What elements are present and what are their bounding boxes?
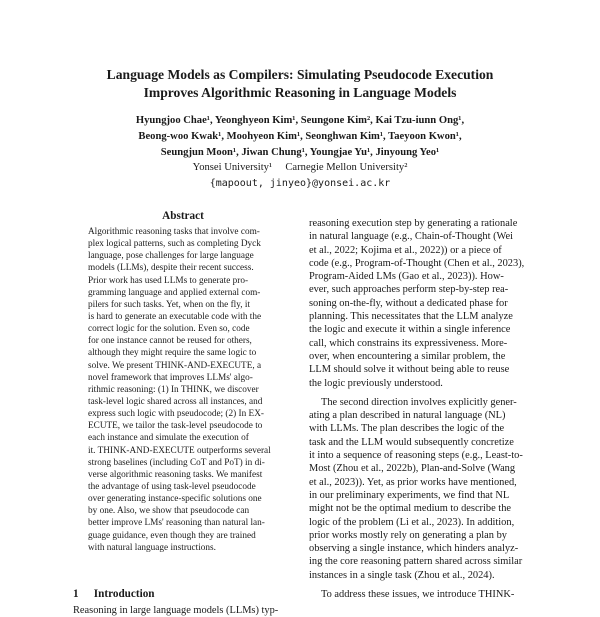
text-line: in natural language (e.g., Chain-of-Thought (Wei (309, 231, 514, 243)
text-line: call, which constrains its expressiveness. More- (309, 337, 508, 349)
text-line: models (LLMs), despite their recent success. (88, 263, 254, 274)
section-heading-introduction (73, 588, 293, 600)
affiliations: Yonsei University¹ Carnegie Mellon University² (192, 162, 408, 173)
text-line: strong baselines (including CoT and PoT) in di- (88, 457, 265, 468)
author-line: Seungjun Moon¹, Jiwan Chung¹, Youngjae Yu¹, Jinyoung Yeo¹ (160, 147, 440, 158)
text-line: rithmic reasoning: (1) In THINK, we discover (88, 384, 259, 395)
text-line: by one. Also, we show that pseudocode can (88, 506, 250, 517)
contact-email: {mapoout, jinyeo}@yonsei.ac.kr (209, 178, 391, 189)
paper-title (40, 66, 560, 102)
text-line: Algorithmic reasoning tasks that involve com- (88, 227, 260, 237)
text-line: novel framework that improves LLMs' algo- (88, 372, 253, 383)
text-line: prior works mostly rely on generating a plan by (309, 529, 507, 541)
author-line: Beong-woo Kwak¹, Moohyeon Kim¹, Seonghwan Kim¹, Taeyoon Kwon¹, (138, 131, 462, 142)
text-line: Most (Zhou et al., 2022b), Plan-and-Solve (Wang (309, 463, 516, 475)
author-line: Hyungjoo Chae¹, Yeonghyeon Kim¹, Seungone Kim², Kai Tzu-iunn Ong¹, (135, 115, 465, 126)
abstract-body (88, 226, 278, 554)
text-line: LLM should solve it without being able to reuse (309, 364, 510, 376)
text-line: correct logic for the solution. Even so, code (88, 324, 250, 335)
text-line: To address these issues, we introduce THINK- (321, 589, 515, 601)
text-line: instances in a single task (Zhou et al., 2024). (309, 569, 495, 581)
title-line-1: Language Models as Compilers: Simulating Pseudocode Execution (106, 67, 494, 82)
text-line: et al., 2023)). Yet, as prior works have mentioned, (309, 476, 517, 488)
text-line: reasoning execution step by generating a rationale (309, 218, 518, 229)
abstract-heading: Abstract (162, 210, 204, 222)
text-line: although they might require the same logic to (88, 348, 257, 359)
text-line: better improve LMs' reasoning than natural lan- (88, 518, 265, 529)
text-line: each instance and simulate the execution of (88, 433, 249, 444)
text-line: pilers for such tasks. Yet, when on the fly, it (88, 299, 251, 310)
text-line: et al., 2022; Kojima et al., 2022)) or a piece of (309, 244, 502, 256)
text-line: guage guidance, even though they are trained (88, 530, 256, 541)
text-line: ing the core reasoning pattern shared across similar (309, 556, 523, 568)
text-line: ating a plan described in natural language (NL) (309, 410, 506, 422)
text-line: observing a single instance, which hinders analyz- (309, 543, 519, 555)
text-line: The second direction involves explicitly gener- (321, 396, 517, 408)
text-line: express such logic with pseudocode; (2) In EX- (88, 409, 264, 420)
text-line: ever, such approaches perform step-by-step rea- (309, 284, 509, 296)
text-line: logic of the problem (Li et al., 2023). In addition, (309, 516, 515, 528)
text-line: plex logical patterns, such as completing Dyck (88, 239, 261, 250)
author-list (60, 113, 540, 161)
text-line: solve. We present THINK-AND-EXECUTE, a (88, 360, 262, 371)
text-line: verse algorithmic reasoning tasks. We manifest (88, 469, 263, 480)
introduction-text: Reasoning in large language models (LLMs) typ- (73, 605, 279, 616)
text-line: soning on-the-fly, without a dedicated phase for (309, 297, 508, 309)
text-line: Prior work has used LLMs to generate pro- (88, 275, 249, 286)
text-line: with natural language instructions. (88, 542, 216, 553)
section-title: Introduction (93, 588, 155, 600)
text-line: it into a sequence of reasoning steps (e.g., Least-to- (309, 450, 523, 462)
text-line: task-level logic shared across all instances, and (88, 396, 263, 407)
section-number: 1 (73, 588, 79, 600)
text-line: ECUTE, we tailor the task-level pseudocode to (88, 421, 263, 432)
text-line: in our preliminary experiments, we find that NL (309, 489, 510, 501)
text-line: gramming language and applied external com- (88, 287, 261, 298)
text-line: code (e.g., Program-of-Thought (Chen et al., 2023), (309, 257, 525, 269)
text-line: with LLMs. The plan describes the logic of the (309, 423, 505, 435)
text-line: over, when encountering a similar problem, the (309, 350, 506, 362)
text-line: the advantage of using task-level pseudocode (88, 481, 256, 492)
text-line: task and the LLM would subsequently concretize (309, 436, 514, 448)
text-line: planning. This necessitates that the LLM analyze (309, 311, 513, 323)
text-line: over generating instance-specific solutions one (88, 494, 262, 505)
text-line: might not be the optimal medium to describe the (309, 503, 511, 515)
title-line-2: Improves Algorithmic Reasoning in Language Models (143, 85, 457, 100)
text-line: the logic previously understood. (309, 377, 443, 389)
text-line: Program-Aided LMs (Gao et al., 2023)). How- (309, 271, 504, 283)
text-line: language, pose challenges for large language (88, 251, 254, 262)
text-line: for one instance cannot be reused for others, (88, 336, 252, 347)
text-line: it. THINK-AND-EXECUTE outperforms several (88, 445, 271, 456)
body-text-right-column (309, 217, 529, 601)
text-line: the logic and execute it within a single inference (309, 324, 511, 336)
text-line: is hard to generate an executable code with the (88, 311, 262, 322)
